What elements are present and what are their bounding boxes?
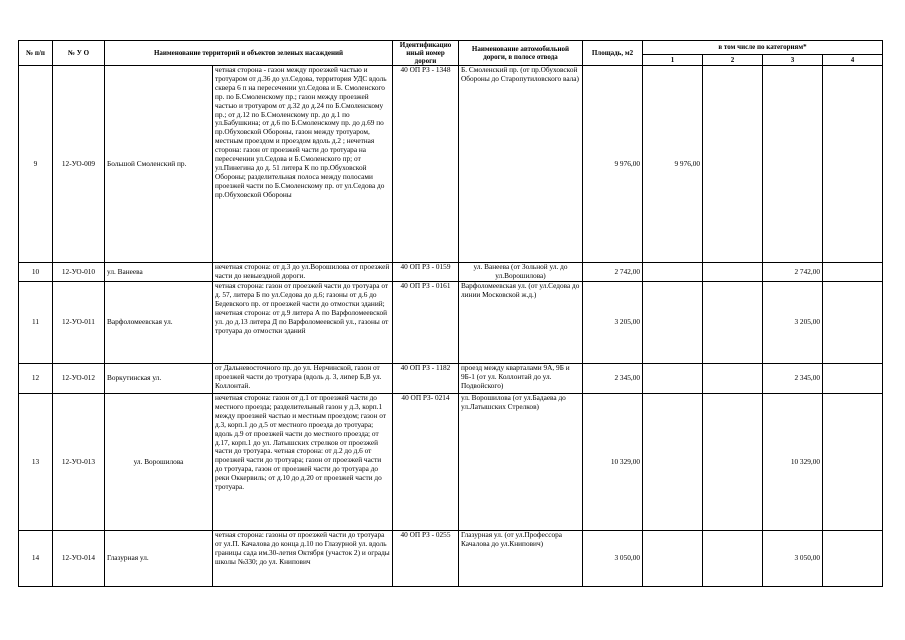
row-cat-3: 3 205,00 bbox=[763, 282, 823, 364]
row-name: Воркутинская ул. bbox=[105, 364, 213, 394]
row-uo: 12-УО-012 bbox=[53, 364, 105, 394]
row-cat-3: 3 050,00 bbox=[763, 531, 823, 587]
row-num: 14 bbox=[19, 531, 53, 587]
header-road: Наименование автомобильной дороги, в полосе отвода bbox=[459, 41, 583, 66]
row-cat-4 bbox=[823, 531, 883, 587]
row-area: 3 205,00 bbox=[583, 282, 643, 364]
row-road-name: Б. Смоленский пр. (от пр.Обуховской Обороны до Старопутиловского вала) bbox=[459, 66, 583, 263]
row-name: Большой Смоленский пр. bbox=[105, 66, 213, 263]
row-cat-4 bbox=[823, 364, 883, 394]
header-cat-2: 2 bbox=[703, 54, 763, 65]
row-road-name: Варфоломеевская ул. (от ул.Седова до линии Московской ж.д.) bbox=[459, 282, 583, 364]
row-cat-4 bbox=[823, 66, 883, 263]
row-cat-4 bbox=[823, 263, 883, 282]
row-cat-2 bbox=[703, 66, 763, 263]
row-cat-2 bbox=[703, 531, 763, 587]
row-cat-3: 2 345,00 bbox=[763, 364, 823, 394]
table-row bbox=[19, 394, 883, 531]
row-cat-2 bbox=[703, 282, 763, 364]
header-area: Площадь, м2 bbox=[583, 41, 643, 66]
row-description: нечетная сторона: газон от д.1 от проезжей части до местного проезда; разделительный газон у д.3, корп.1 между проезжей частью и местным проездом; газон от д.3, корп.1 до д.5 от местного проезда до тротуара; вдоль д.9 от проезжей части до местного проезда; от д.17, корп.1 до ул. Латышских стрелков от проезжей части до тротуара. четная сторона: от д.2 до д.6 от проезжей части до тротуара; газон от проезжей части до тротуара, газон от проезжей части до тротуара до реки Оккервиль; от д.10 до д.20 от проезжей части до тротуара. bbox=[213, 394, 393, 531]
header-categories: в том числе по категориям* bbox=[643, 41, 883, 55]
row-cat-1: 9 976,00 bbox=[643, 66, 703, 263]
row-road-name: ул. Ворошилова (от ул.Бадаева до ул.Латышских Стрелков) bbox=[459, 394, 583, 531]
row-description: четная сторона - газон между проезжей частью и тротуаром от д.36 до ул.Седова, территория УДС вдоль сквера 6 п на пересечении ул.Седова и Б. Смоленского пр. по Б.Смоленскому пр.; газон между проезжей частью и тротуаром от д.32 до д.24 по Б.Смоленскому пр.; от д.12 по Б.Смоленскому пр. до д.1 по ул.Бабушкина; от д.6 по Б.Смоленскому пр. до д.69 по пр.Обуховской Обороны, газон между тротуаром, местным проездом и проездом вдоль д.2 ; нечетная сторона: газон от проезжей части до тротуара на пересечении ул.Седова и Б.Смоленского пр; от ул.Пинегина до д. 51 литера К по пр.Обуховской Обороны; разделительная полоса между полосами проезжей части по Б.Смоленскому пр. от ул.Седова до пр.Обуховской Обороны bbox=[213, 66, 393, 263]
row-cat-1 bbox=[643, 364, 703, 394]
row-cat-2 bbox=[703, 364, 763, 394]
header-cat-1: 1 bbox=[643, 54, 703, 65]
row-cat-1 bbox=[643, 282, 703, 364]
table-row bbox=[19, 531, 883, 587]
row-num: 10 bbox=[19, 263, 53, 282]
row-cat-2 bbox=[703, 394, 763, 531]
row-cat-3: 2 742,00 bbox=[763, 263, 823, 282]
row-cat-1 bbox=[643, 394, 703, 531]
row-description: четная сторона: газон от проезжей части до тротуара от д. 57, литера Б по ул.Седова до д.6; газоны от д.6 до Бедевского пр. от проезжей части до отмостки зданий; нечетная сторона: от д.9 литера А по Варфоломеевской ул. до д.13 литера Д по Варфоломеевской ул., газоны от тротуара до отмостки зданий bbox=[213, 282, 393, 364]
row-cat-3 bbox=[763, 66, 823, 263]
row-cat-2 bbox=[703, 263, 763, 282]
row-name: Варфоломеевская ул. bbox=[105, 282, 213, 364]
row-num: 11 bbox=[19, 282, 53, 364]
header-num: № п/п bbox=[19, 41, 53, 66]
header-name: Наименование территорий и объектов зеленых насаждений bbox=[105, 41, 393, 66]
row-area: 10 329,00 bbox=[583, 394, 643, 531]
row-cat-4 bbox=[823, 394, 883, 531]
row-cat-1 bbox=[643, 531, 703, 587]
row-road-id: 40 ОП РЗ - 0161 bbox=[393, 282, 459, 364]
row-road-id: 40 ОП РЗ - 1348 bbox=[393, 66, 459, 263]
table-row bbox=[19, 263, 883, 282]
row-cat-3: 10 329,00 bbox=[763, 394, 823, 531]
row-area: 9 976,00 bbox=[583, 66, 643, 263]
row-description: нечетная сторона: от д.3 до ул.Ворошилова от проезжей части до невыездной дороги. bbox=[213, 263, 393, 282]
row-area: 2 742,00 bbox=[583, 263, 643, 282]
row-uo: 12-УО-014 bbox=[53, 531, 105, 587]
row-road-id: 40 ОП РЗ- 0214 bbox=[393, 394, 459, 531]
header-id: Идентификацио нный номер дороги bbox=[393, 41, 459, 66]
row-num: 9 bbox=[19, 66, 53, 263]
row-name: Глазурная ул. bbox=[105, 531, 213, 587]
row-cat-4 bbox=[823, 282, 883, 364]
row-road-id: 40 ОП РЗ - 0159 bbox=[393, 263, 459, 282]
row-uo: 12-УО-009 bbox=[53, 66, 105, 263]
row-num: 13 bbox=[19, 394, 53, 531]
row-road-name: ул. Ванеева (от Зольной ул. до ул.Ворошилова) bbox=[459, 263, 583, 282]
row-road-name: Глазурная ул. (от ул.Профессора Качалова до ул.Книпович) bbox=[459, 531, 583, 587]
header-cat-4: 4 bbox=[823, 54, 883, 65]
row-description: от Дальневосточного пр. до ул. Нерчинской, газон от проезжей части до тротуара (вдоль д. 3, лиnер Б,В ул. Коллонтай. bbox=[213, 364, 393, 394]
row-area: 2 345,00 bbox=[583, 364, 643, 394]
header-cat-3: 3 bbox=[763, 54, 823, 65]
row-cat-1 bbox=[643, 263, 703, 282]
row-area: 3 050,00 bbox=[583, 531, 643, 587]
row-description: четная сторона: газоны от проезжей части до тротуара от ул.П. Качалова до конца д.10 по Глазурной ул. вдоль границы сада им.30-летия Октября (участок 2) и ограды школы №330; до ул. Книпович bbox=[213, 531, 393, 587]
green-zones-table bbox=[18, 40, 883, 587]
row-name: ул. Ванеева bbox=[105, 263, 213, 282]
row-name: ул. Ворошилова bbox=[105, 394, 213, 531]
row-uo: 12-УО-013 bbox=[53, 394, 105, 531]
row-num: 12 bbox=[19, 364, 53, 394]
table-row bbox=[19, 66, 883, 263]
row-road-id: 40 ОП РЗ - 0255 bbox=[393, 531, 459, 587]
header-uo: № У О bbox=[53, 41, 105, 66]
table-row bbox=[19, 364, 883, 394]
row-road-name: проезд между кварталами 9А, 9Б и 9Б-1 (от ул. Коллонтай до ул. Подвойского) bbox=[459, 364, 583, 394]
row-uo: 12-УО-011 bbox=[53, 282, 105, 364]
row-road-id: 40 ОП РЗ - 1182 bbox=[393, 364, 459, 394]
table-row bbox=[19, 282, 883, 364]
row-uo: 12-УО-010 bbox=[53, 263, 105, 282]
